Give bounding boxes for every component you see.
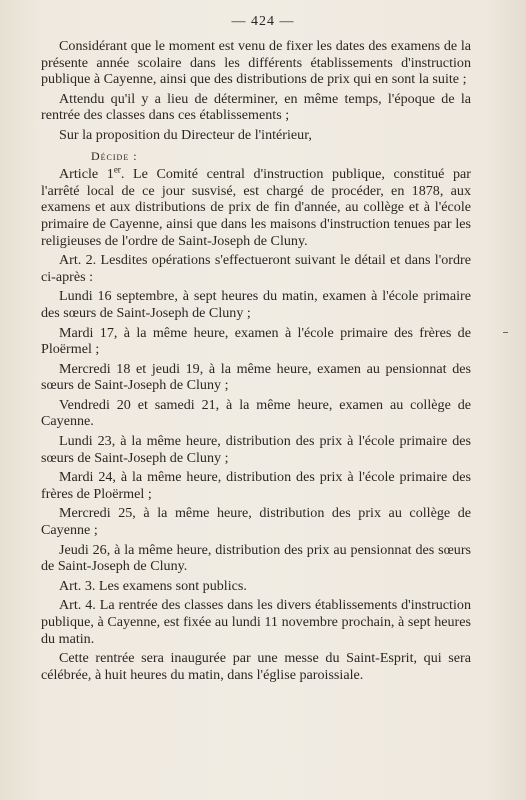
- document-body: [41, 38, 471, 683]
- closing-paragraph: Cette rentrée sera inaugurée par une messe du Saint-Esprit, qui sera célébrée, à huit heures du matin, dans l'église paroissiale.: [41, 650, 471, 683]
- schedule-item: Mardi 24, à la même heure, distribution des prix à l'école primaire des frères de Ploërmel ;: [41, 469, 471, 502]
- decide-heading: Décide :: [91, 148, 138, 163]
- schedule-item: Mercredi 25, à la même heure, distribution des prix au collège de Cayenne ;: [41, 505, 471, 539]
- schedule-item: Mercredi 18 et jeudi 19, à la même heure, examen au pensionnat des sœurs de Saint-Joseph de Cluny ;: [41, 360, 471, 394]
- schedule-item: Jeudi 26, à la même heure, distribution des prix au pensionnat des sœurs de Saint-Joseph de Cluny.: [41, 541, 471, 575]
- preamble-paragraph-2: Attendu qu'il y a lieu de déterminer, en même temps, l'époque de la rentrée des classes dans ces établissements ;: [41, 90, 471, 124]
- article-3: Art. 3. Les examens sont publics.: [59, 577, 247, 594]
- article-1-label: Article 1: [59, 166, 114, 183]
- page-number: — 424 —: [231, 14, 295, 29]
- schedule-item: Lundi 16 septembre, à sept heures du matin, examen à l'école primaire des sœurs de Saint-Joseph de Cluny ;: [41, 288, 471, 321]
- article-4: Art. 4. La rentrée des classes dans les divers établissements d'instruction publique, à Cayenne, est fixée au lundi 11 novembre prochain, à sept heures du matin.: [41, 597, 471, 647]
- margin-mark: [503, 332, 508, 333]
- article-2: Art. 2. Lesdites opérations s'effectueront suivant le détail et dans l'ordre ci-après :: [41, 252, 471, 285]
- schedule-item: Vendredi 20 et samedi 21, à la même heure, examen au collège de Cayenne.: [41, 396, 471, 430]
- article-1-text: . Le Comité central d'instruction publique, constitué par l'arrêté local de ce jour susvisé, est chargé de procéder, en 1878, aux examens et aux distributions de prix de fin d'année, au collège et à l'école primaire de Cayenne, ainsi que dans les maisons d'instruction tenues par les religieuses de l'ordre de Saint-Joseph de Cluny.: [41, 166, 472, 249]
- schedule-item: Lundi 23, à la même heure, distribution des prix à l'école primaire des sœurs de Saint-Joseph de Cluny ;: [41, 433, 471, 466]
- preamble-paragraph-3: Sur la proposition du Directeur de l'intérieur,: [59, 126, 312, 143]
- article-1: [41, 166, 471, 249]
- schedule-item: Mardi 17, à la même heure, examen à l'école primaire des frères de Ploërmel ;: [41, 324, 471, 358]
- article-1-superscript: er: [113, 164, 121, 175]
- preamble-paragraph-1: Considérant que le moment est venu de fixer les dates des examens de la présente année scolaire dans les différents établissements d'instruction publique à Cayenne, ainsi que des distributions de prix qui en sont la suite ;: [41, 38, 471, 88]
